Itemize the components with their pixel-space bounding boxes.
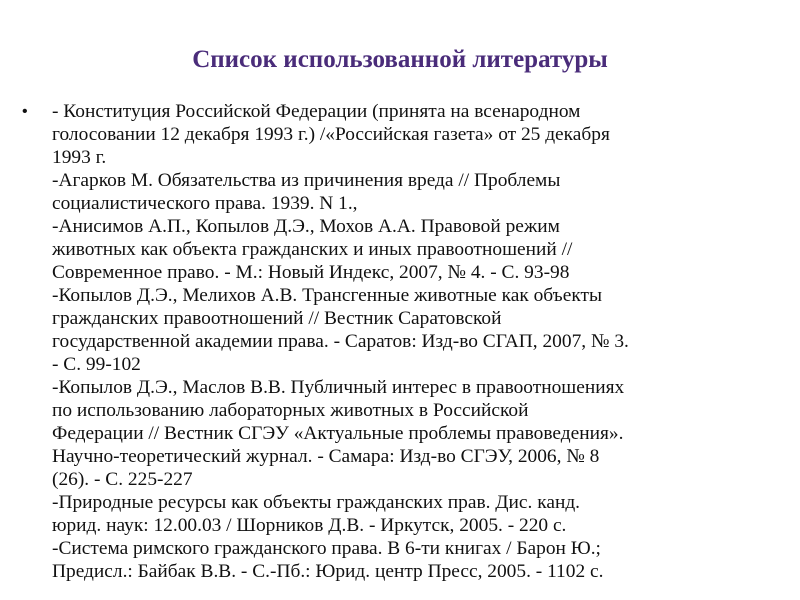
bullet-icon: • — [22, 103, 28, 120]
slide-title: Список использованной литературы — [192, 46, 608, 73]
list-item — [22, 100, 782, 583]
references-list — [22, 100, 782, 583]
references-text: - Конституция Российской Федерации (принята на всенародном голосовании 12 декабря 1993 г.) /«Российская газета» от 25 декабря 1993 г. -Агарков М. Обязательства из причинения вреда // Проблемы социалистического права. 1939. N 1., -Анисимов А.П., Копылов Д.Э., Мохов А.А. Правовой режим животных как объекта гражданских и иных правоотношений // Современное право. - М.: Новый Индекс, 2007, № 4. - С. 93-98 -Копылов Д.Э., Мелихов А.В. Трансгенные животные как объекты гражданских правоотношений // Вестник Саратовской государственной академии права. - Саратов: Изд-во СГАП, 2007, № 3. - С. 99-102 -Копылов Д.Э., Маслов В.В. Публичный интерес в правоотношениях по использованию лабораторных животных в Российской Федерации // Вестник СГЭУ «Актуальные проблемы правоведения». Научно-теоретический журнал. - Самара: Изд-во СГЭУ, 2006, № 8 (26). - С. 225-227 -Природные ресурсы как объекты гражданских прав. Дис. канд. юрид. наук: 12.00.03 / Шорников Д.В. - Иркутск, 2005. - 220 с. -Система римского гражданского права. В 6-ти книгах / Барон Ю.; Предисл.: Байбак В.В. - С.-Пб.: Юрид. центр Пресс, 2005. - 1102 с. — [52, 101, 629, 582]
